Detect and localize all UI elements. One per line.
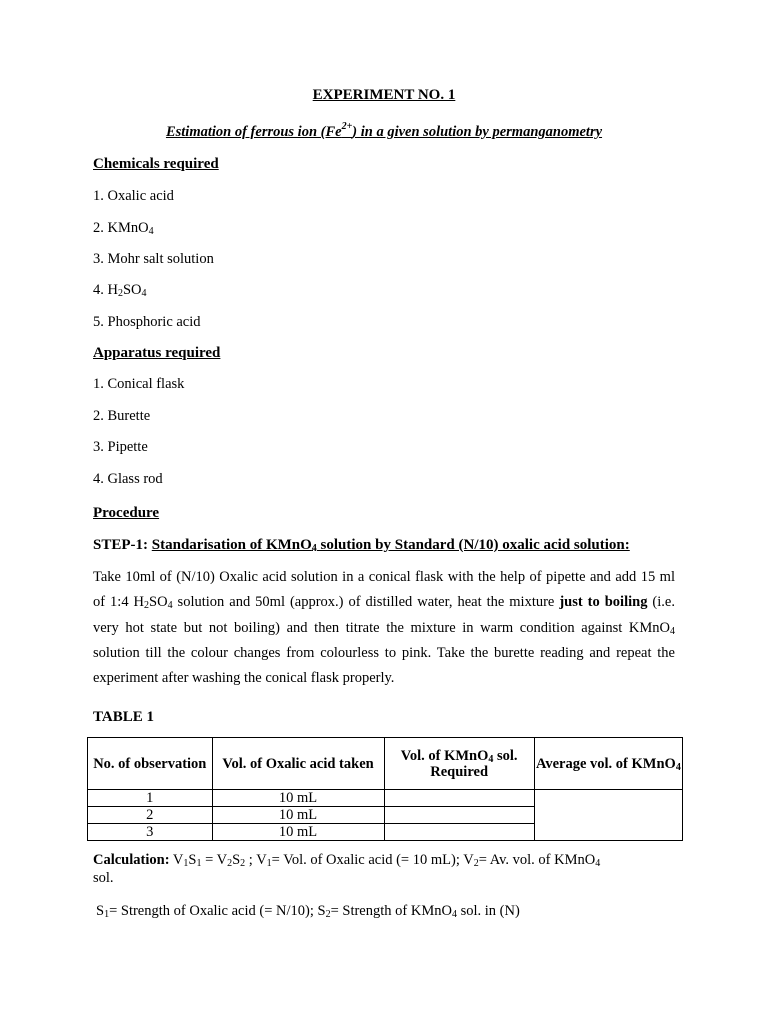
header-observation-no: No. of observation — [88, 738, 213, 790]
table-caption: TABLE 1 — [93, 709, 154, 725]
cell-kmno4-volume — [384, 807, 534, 824]
observation-table — [87, 737, 683, 841]
chemical-item: 4. $H_2SO_4$ — [93, 282, 147, 299]
cell-oxalic-volume: 10 mL — [212, 824, 384, 841]
chemical-item: 3. Mohr salt solution — [93, 251, 214, 267]
experiment-subtitle: Estimation of ferrous ion $(Fe^{2+})$ in a given solution by permanganometry — [165, 121, 603, 140]
chemical-item: 2. KMnO$_4$ — [93, 220, 154, 237]
step-1-heading: STEP-1: Standarisation of KMnO$_4$ solution by Standard (N/10) oxalic acid solution: — [93, 537, 630, 554]
cell-oxalic-volume: 10 mL — [212, 790, 384, 807]
cell-observation-no: 2 — [88, 807, 213, 824]
strength-definition-line: $S_1=$ Strength of Oxalic acid (= N/10); $S_2=$ Strength of KMnO$_4$ sol. in (N) — [96, 903, 520, 920]
cell-observation-no: 3 — [88, 824, 213, 841]
table-row — [88, 790, 683, 807]
apparatus-item: 1. Conical flask — [93, 376, 185, 392]
apparatus-item: 2. Burette — [93, 408, 151, 424]
chemical-item: 5. Phosphoric acid — [93, 314, 201, 330]
cell-oxalic-volume: 10 mL — [212, 807, 384, 824]
procedure-paragraph: Take 10ml of (N/10) Oxalic acid solution in a conical flask with the help of pipette and add 15 ml of 1:4 $H_2SO_4$ solution and 50ml (approx.) of distilled water, heat the mixture just to boiling (i.e. very hot state but not boiling) and then titrate the mixture in warm condition against KMnO$_4$ solution till the colour changes from colourless to pink. Take the burette reading and repeat the experiment after washing the conical flask properly. — [93, 569, 675, 687]
header-kmno4-volume: Vol. of KMnO$_4$ sol. Required — [384, 738, 534, 790]
cell-average-volume — [534, 790, 682, 841]
apparatus-item: 3. Pipette — [93, 439, 148, 455]
cell-kmno4-volume — [384, 824, 534, 841]
chemical-item: 1. Oxalic acid — [93, 188, 174, 204]
chemicals-heading: Chemicals required — [93, 156, 219, 172]
page-title: EXPERIMENT NO. 1 — [312, 87, 456, 103]
cell-observation-no: 1 — [88, 790, 213, 807]
procedure-heading: Procedure — [93, 505, 160, 521]
apparatus-heading: Apparatus required — [93, 345, 221, 361]
calculation-line-continued: sol. — [93, 870, 114, 886]
cell-kmno4-volume — [384, 790, 534, 807]
table-header-row — [88, 738, 683, 790]
calculation-line: Calculation: $V_1S_1 = V_2S_2$ ; $V_1=$ Vol. of Oxalic acid (= 10 mL); $V_2= Av$. vol. of KMnO$_4$ — [93, 852, 601, 869]
header-oxalic-volume: Vol. of Oxalic acid taken — [212, 738, 384, 790]
header-average-volume: Average vol. of KMnO$_4$ — [534, 738, 682, 790]
apparatus-item: 4. Glass rod — [93, 471, 163, 487]
